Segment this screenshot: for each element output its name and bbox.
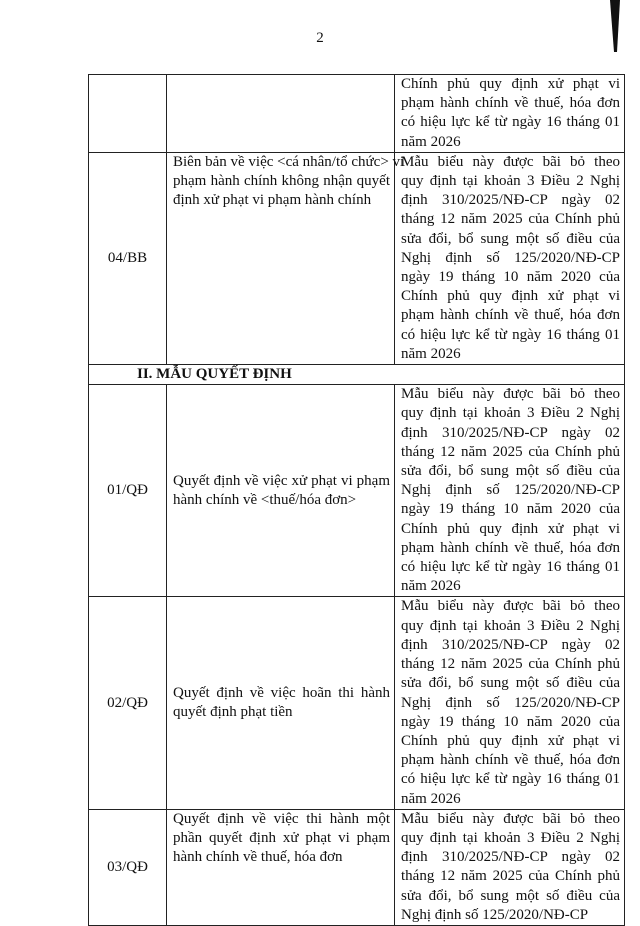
form-note-line: Nghị định số 125/2020/NĐ-CP — [401, 249, 620, 266]
form-name-line: Biên bản về việc <cá nhân/tổ chức> vi — [173, 153, 405, 170]
form-note-line: năm 2026 — [401, 345, 461, 362]
form-note-line: ngày 19 tháng 10 năm 2020 của — [401, 501, 620, 518]
form-note-line: quy định tại khoản 3 Điều 2 Nghị — [401, 829, 620, 846]
form-note-line: quy định tại khoản 3 Điều 2 Nghị — [401, 405, 620, 422]
form-note — [395, 75, 625, 153]
section-title: II. MẪU QUYẾT ĐỊNH — [89, 365, 625, 385]
form-note-line: Chính phủ quy định xử phạt vi — [401, 76, 620, 92]
form-note-line: sửa đổi, bổ sung một số điều của — [401, 463, 620, 480]
table-row — [89, 809, 625, 925]
form-code: 04/BB — [89, 152, 167, 364]
form-name — [167, 152, 405, 364]
form-note-line: Chính phủ quy định xử phạt vi — [401, 520, 620, 537]
form-note-line: quy định tại khoản 3 Điều 2 Nghị — [401, 173, 620, 190]
form-name-line: phần quyết định xử phạt vi phạm — [173, 829, 390, 846]
form-note-line: năm 2026 — [401, 133, 461, 150]
form-note-line: Mẫu biểu này được bãi bỏ theo — [401, 153, 620, 170]
table-row — [89, 75, 625, 153]
form-note-line: Nghị định số 125/2020/NĐ-CP — [401, 694, 620, 711]
form-note — [395, 597, 625, 809]
form-name — [167, 809, 395, 925]
form-note-line: định 310/2025/NĐ-CP ngày 02 — [401, 849, 620, 866]
form-note-line: phạm hành chính về thuế, hóa đơn — [401, 752, 620, 769]
forms-table-body — [89, 75, 625, 926]
form-name — [167, 75, 395, 153]
form-name-line: phạm hành chính không nhận quyết — [173, 173, 390, 190]
form-note-line: ngày 19 tháng 10 năm 2020 của — [401, 269, 620, 286]
form-code — [89, 75, 167, 153]
form-note-line: sửa đổi, bổ sung một số điều của — [401, 887, 620, 904]
form-note-line: Mẫu biểu này được bãi bỏ theo — [401, 598, 620, 615]
page-number: 2 — [316, 30, 324, 46]
form-note — [395, 152, 625, 364]
form-note-line: định 310/2025/NĐ-CP ngày 02 — [401, 636, 620, 653]
form-note-line: có hiệu lực kể từ ngày 16 tháng 01 — [401, 114, 620, 131]
form-note-line: quy định tại khoản 3 Điều 2 Nghị — [401, 617, 620, 634]
table-row — [89, 597, 625, 809]
form-note-line: định 310/2025/NĐ-CP ngày 02 — [401, 192, 620, 209]
form-note-line: tháng 12 năm 2025 của Chính phủ — [401, 868, 620, 885]
form-name-line: hành chính về thuế, hóa đơn — [173, 849, 343, 866]
corner-scan-mark — [608, 0, 624, 52]
form-note-line: năm 2026 — [401, 578, 461, 595]
forms-table — [88, 74, 625, 926]
form-note-line: Mẫu biểu này được bãi bỏ theo — [401, 810, 620, 827]
form-code: 02/QĐ — [89, 597, 167, 809]
form-note-line: năm 2026 — [401, 790, 461, 807]
form-code: 01/QĐ — [89, 385, 167, 597]
form-note-line: phạm hành chính về thuế, hóa đơn — [401, 95, 620, 112]
form-note-line: tháng 12 năm 2025 của Chính phủ — [401, 656, 620, 673]
form-name-line: định xử phạt vi phạm hành chính — [173, 192, 372, 209]
form-name — [167, 385, 395, 597]
form-note-line: có hiệu lực kể từ ngày 16 tháng 01 — [401, 771, 620, 788]
form-name-line: quyết định phạt tiền — [173, 704, 293, 721]
form-note-line: ngày 19 tháng 10 năm 2020 của — [401, 713, 620, 730]
form-note-line: có hiệu lực kể từ ngày 16 tháng 01 — [401, 326, 620, 343]
form-note-line: có hiệu lực kể từ ngày 16 tháng 01 — [401, 559, 620, 576]
form-note-line: Mẫu biểu này được bãi bỏ theo — [401, 386, 620, 403]
form-note-line: Chính phủ quy định xử phạt vi — [401, 288, 620, 305]
form-note-line: sửa đổi, bổ sung một số điều của — [401, 230, 620, 247]
form-note — [395, 385, 625, 597]
form-note-line: tháng 12 năm 2025 của Chính phủ — [401, 443, 620, 460]
form-name-line: Quyết định về việc xử phạt vi phạm — [173, 472, 390, 489]
form-note-line: sửa đổi, bổ sung một số điều của — [401, 675, 620, 692]
form-name — [167, 597, 395, 809]
section-row — [89, 365, 625, 385]
form-name-line: Quyết định về việc thi hành một — [173, 810, 390, 827]
form-note-line: phạm hành chính về thuế, hóa đơn — [401, 307, 620, 324]
form-name-line: hành chính về <thuế/hóa đơn> — [173, 491, 357, 508]
form-note-line: định 310/2025/NĐ-CP ngày 02 — [401, 424, 620, 441]
form-note-line: phạm hành chính về thuế, hóa đơn — [401, 539, 620, 556]
form-note-line: Chính phủ quy định xử phạt vi — [401, 732, 620, 749]
form-note-line: Nghị định số 125/2020/NĐ-CP — [401, 906, 589, 923]
form-note — [395, 809, 625, 925]
table-row — [89, 152, 625, 364]
form-note-line: tháng 12 năm 2025 của Chính phủ — [401, 211, 620, 228]
form-code: 03/QĐ — [89, 809, 167, 925]
table-row — [89, 385, 625, 597]
form-name-line: Quyết định về việc hoãn thi hành — [173, 684, 390, 701]
form-note-line: Nghị định số 125/2020/NĐ-CP — [401, 482, 620, 499]
